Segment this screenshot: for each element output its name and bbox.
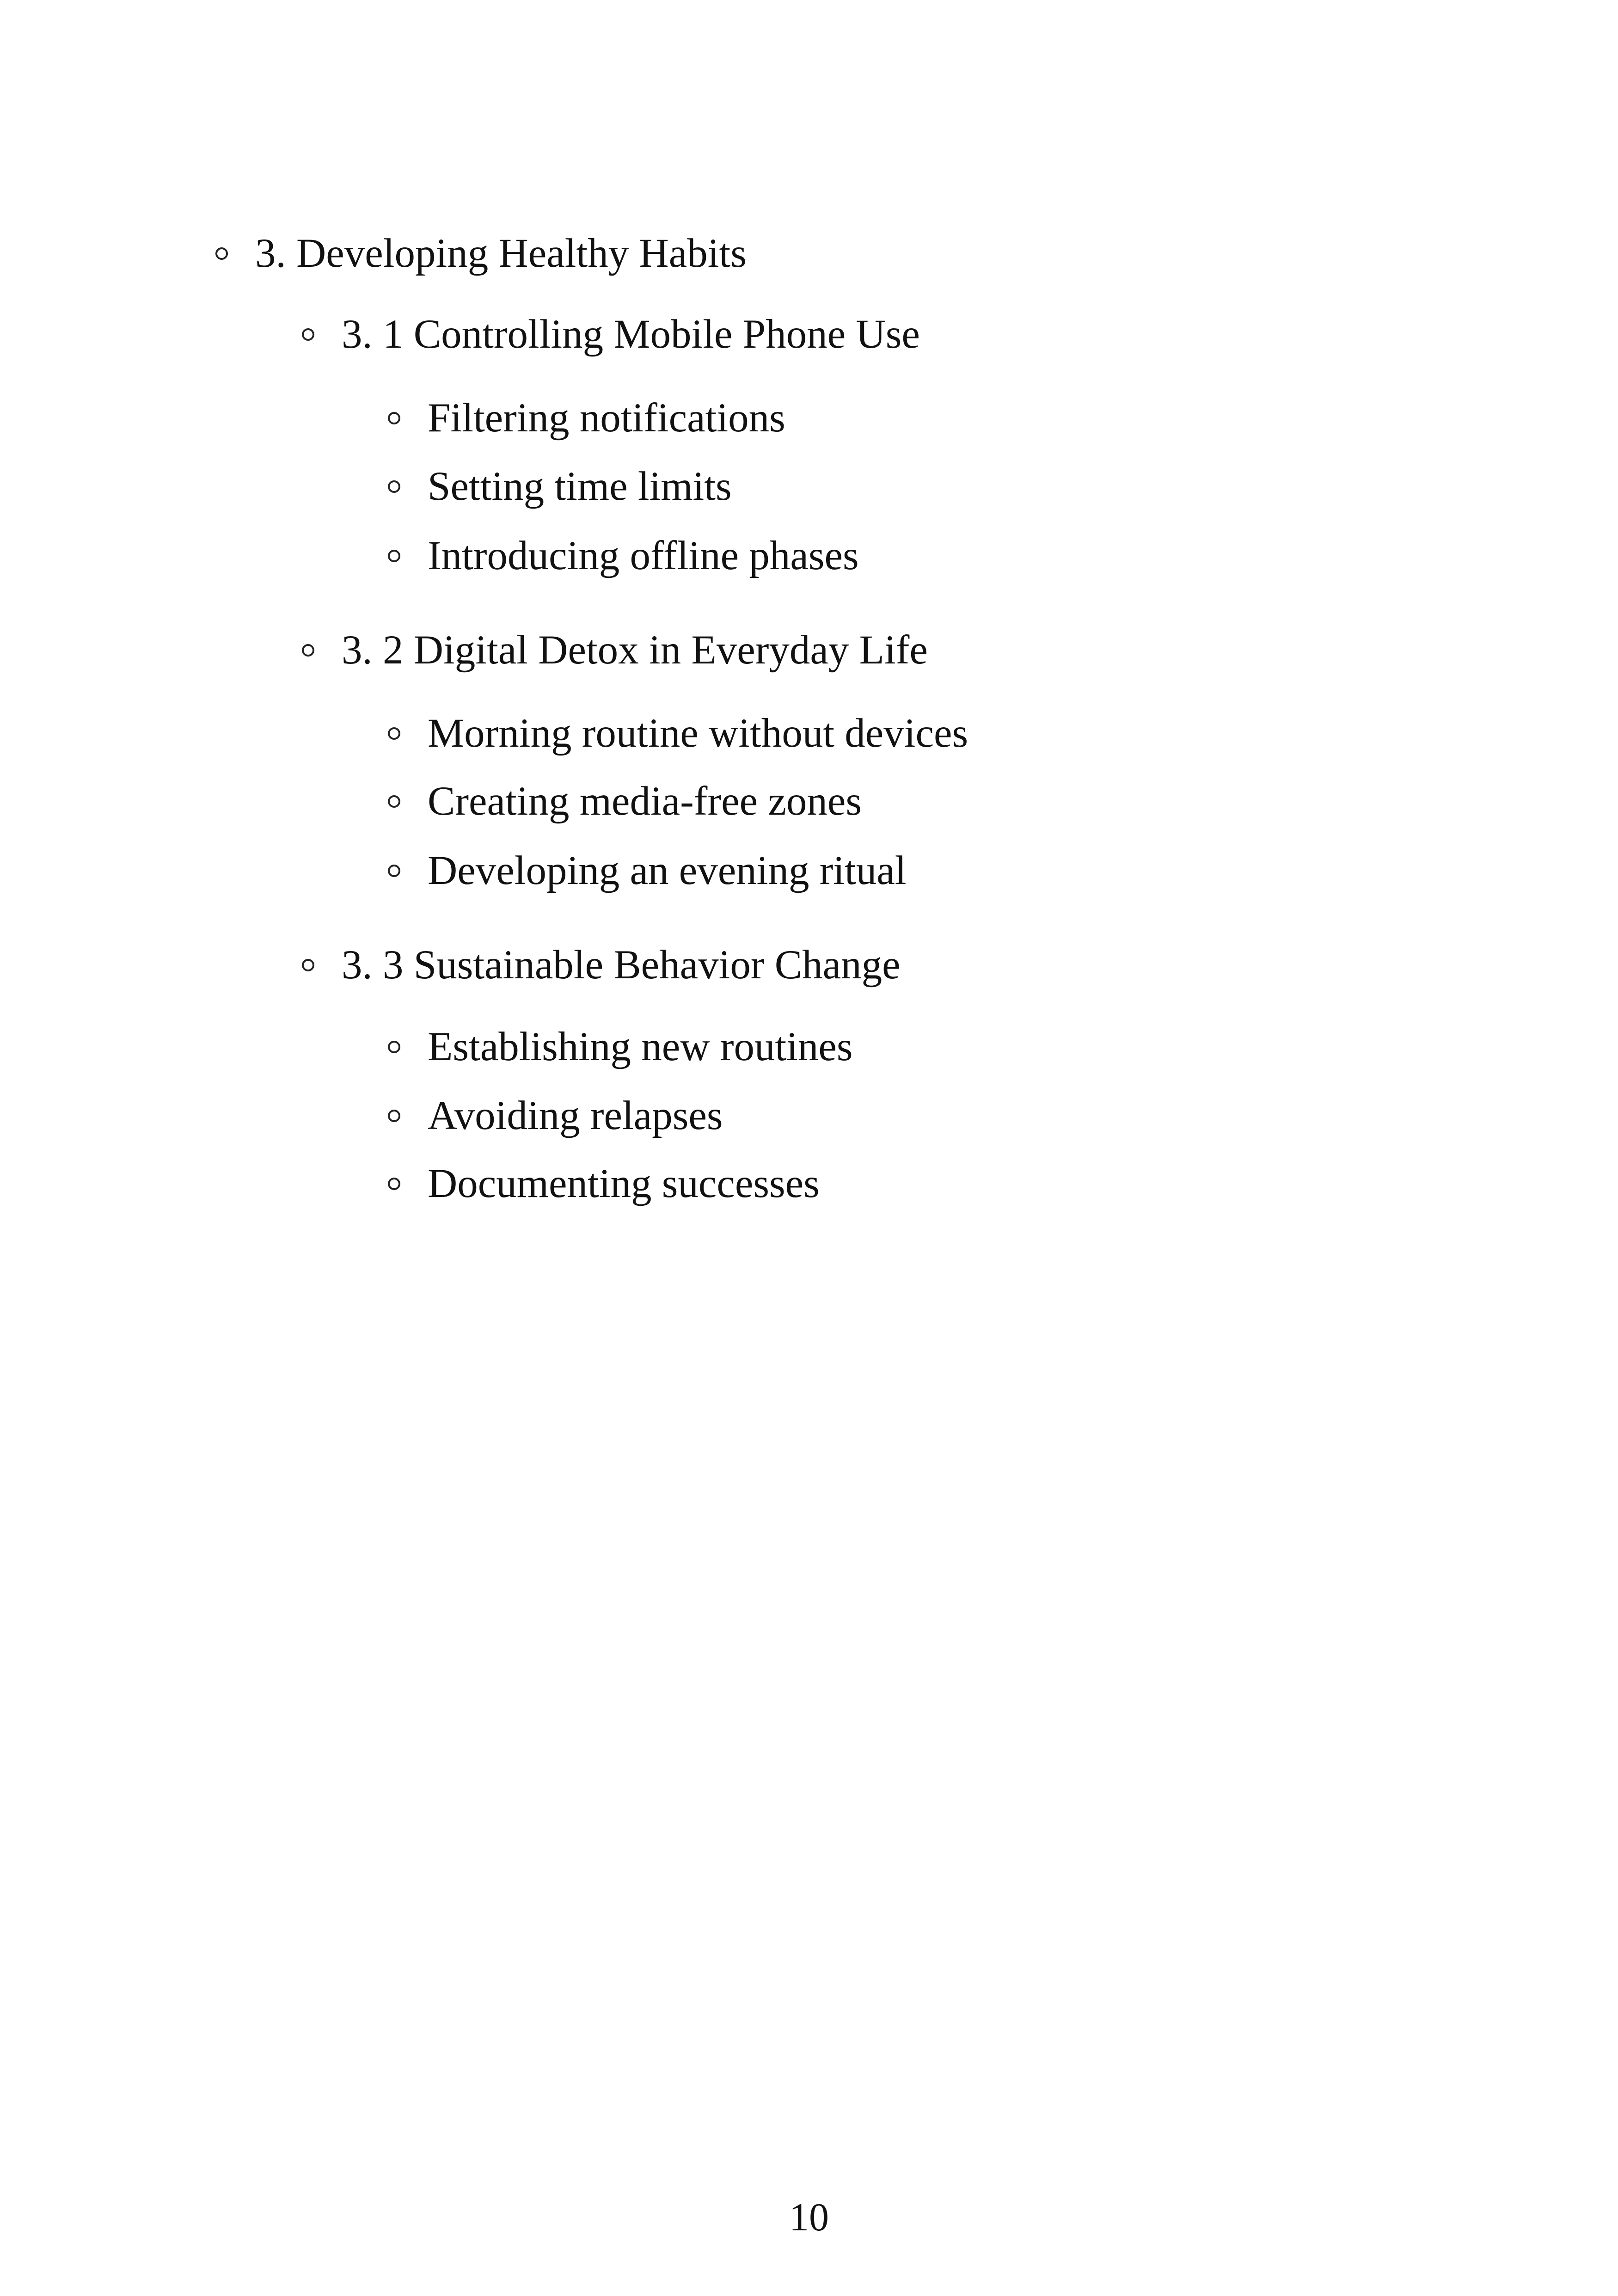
list-item-label: Creating media-free zones: [428, 779, 862, 824]
hollow-circle-bullet-icon: [388, 865, 400, 877]
list-item-label: Introducing offline phases: [428, 533, 859, 578]
list-item-label: Establishing new routines: [428, 1024, 853, 1069]
outline-subsection-heading: [302, 307, 920, 362]
outline-section-heading: [215, 226, 747, 281]
hollow-circle-bullet-icon: [388, 412, 400, 424]
hollow-circle-bullet-icon: [388, 1178, 400, 1190]
hollow-circle-bullet-icon: [388, 1041, 400, 1053]
outline-list-item: [388, 1156, 820, 1211]
section-label: 3. Developing Healthy Habits: [255, 231, 747, 276]
outline-list-item: [388, 528, 859, 583]
hollow-circle-bullet-icon: [302, 644, 314, 657]
list-item-label: Setting time limits: [428, 464, 732, 509]
list-item-label: Morning routine without devices: [428, 711, 968, 756]
outline-list-item: [388, 706, 968, 761]
hollow-circle-bullet-icon: [388, 727, 400, 740]
outline-subsection-heading: [302, 622, 928, 678]
hollow-circle-bullet-icon: [388, 550, 400, 562]
hollow-circle-bullet-icon: [215, 247, 228, 260]
subsection-label: 3. 2 Digital Detox in Everyday Life: [342, 627, 928, 673]
hollow-circle-bullet-icon: [388, 480, 400, 493]
list-item-label: Filtering notifications: [428, 395, 785, 441]
outline-subsection-heading: [302, 937, 901, 993]
hollow-circle-bullet-icon: [388, 1110, 400, 1122]
subsection-label: 3. 3 Sustainable Behavior Change: [342, 942, 901, 988]
list-item-label: Developing an evening ritual: [428, 848, 907, 893]
list-item-label: Avoiding relapses: [428, 1093, 723, 1138]
subsection-label: 3. 1 Controlling Mobile Phone Use: [342, 312, 920, 357]
outline-list-item: [388, 843, 907, 898]
outline-list-item: [388, 774, 862, 829]
hollow-circle-bullet-icon: [388, 795, 400, 808]
hollow-circle-bullet-icon: [302, 328, 314, 341]
outline-list-item: [388, 1019, 853, 1074]
outline-list-item: [388, 459, 732, 514]
outline-list-item: [388, 390, 785, 446]
hollow-circle-bullet-icon: [302, 959, 314, 971]
page-number: 10: [789, 2195, 829, 2239]
list-item-label: Documenting successes: [428, 1161, 820, 1206]
outline-list-item: [388, 1088, 723, 1143]
